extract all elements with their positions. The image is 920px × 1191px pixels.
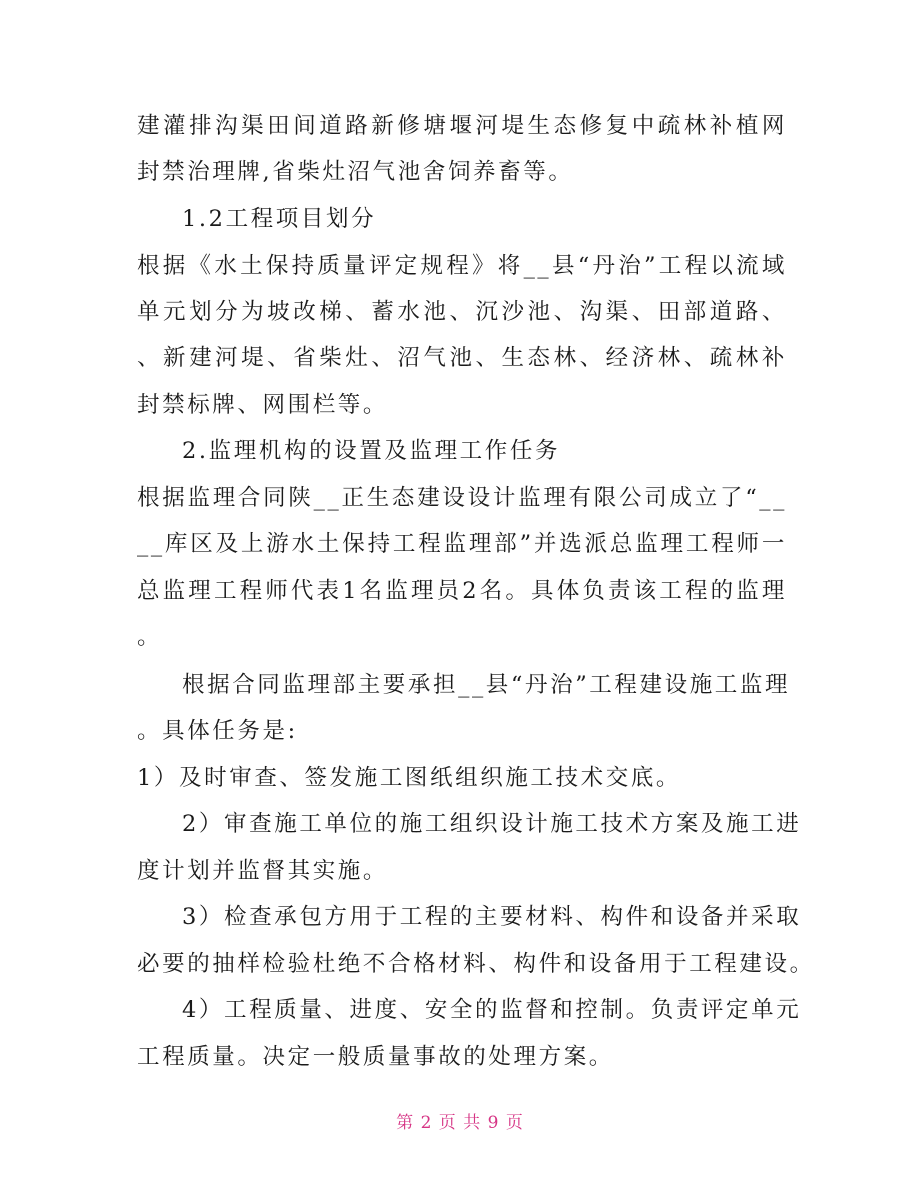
text-line-5: 单元划分为坡改梯、蓄水池、沉沙池、沟渠、田部道路、	[137, 299, 787, 325]
text-line-14: 。具体任务是:	[137, 718, 298, 744]
text-line-10: __库区及上游水土保持工程监理部”并选派总监理工程师一	[137, 531, 787, 557]
list-item-4-cont: 工程质量。决定一般质量事故的处理方案。	[137, 1044, 614, 1070]
text-line-4: 根据《水土保持质量评定规程》将__县“丹治”工程以流域	[137, 253, 787, 279]
text-line-6: 、新建河堤、省柴灶、沼气池、生态林、经济林、疏林补	[137, 345, 787, 371]
text-line-11: 总监理工程师代表1名监理员2名。具体负责该工程的监理	[137, 578, 787, 604]
section-heading-2: 2.监理机构的设置及监理工作任务	[182, 438, 561, 464]
text-line-1: 建灌排沟渠田间道路新修塘堰河堤生态修复中疏林补植网	[137, 113, 787, 139]
list-item-2: 2）审查施工单位的施工组织设计施工技术方案及施工进	[182, 811, 802, 837]
section-heading-1-2: 1.2工程项目划分	[182, 206, 377, 232]
list-item-3: 3）检查承包方用于工程的主要材料、构件和设备并采取	[182, 904, 802, 930]
text-line-9: 根据监理合同陕__正生态建设设计监理有限公司成立了“__	[137, 485, 787, 511]
list-item-4: 4）工程质量、进度、安全的监督和控制。负责评定单元	[182, 997, 802, 1023]
text-line-12: 。	[137, 624, 163, 650]
text-line-7: 封禁标牌、网围栏等。	[137, 392, 389, 418]
list-item-1: 1）及时审查、签发施工图纸组织施工技术交底。	[137, 765, 682, 791]
text-line-13: 根据合同监理部主要承担__县“丹治”工程建设施工监理	[182, 672, 791, 698]
text-line-2: 封禁治理牌,省柴灶沼气池舍饲养畜等。	[137, 159, 574, 185]
list-item-3-cont: 必要的抽样检验杜绝不合格材料、构件和设备用于工程建设。	[137, 951, 815, 977]
page-number-footer: 第 2 页 共 9 页	[396, 1113, 524, 1133]
list-item-2-cont: 度计划并监督其实施。	[137, 858, 389, 884]
